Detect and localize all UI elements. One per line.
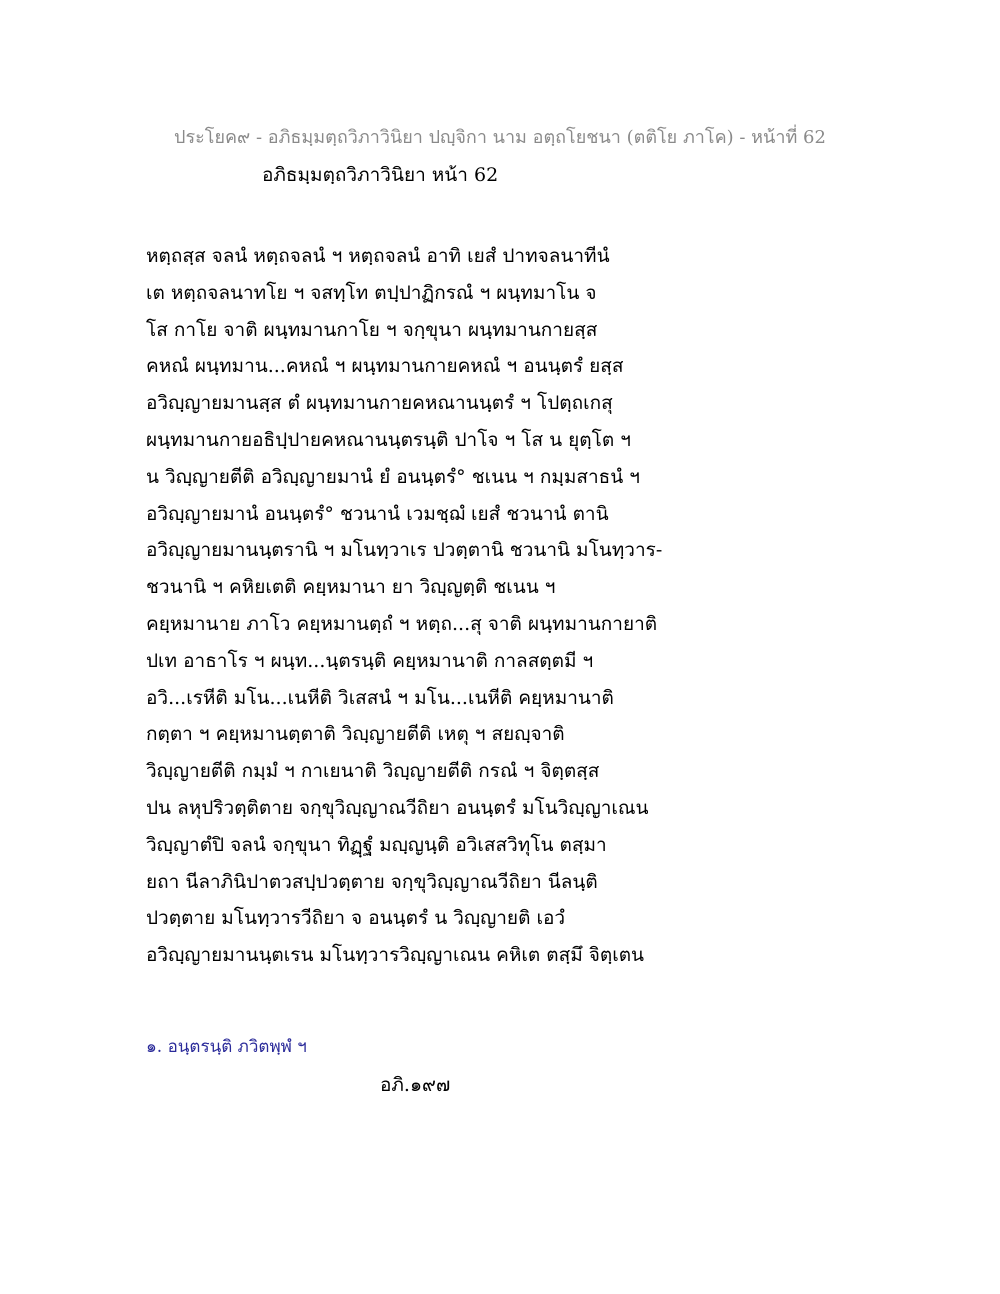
text-line: วิญฺญาตํปิ จลนํ จกฺขุนา ทิฏฺฐํ มญฺญนฺติ อวิเสสวิทุโน ตสฺมา	[146, 833, 607, 856]
text-line: ปน ลหุปริวตฺติตาย จกฺขุวิญฺญาณวีถิยา อนนฺตรํ มโนวิญฺญาเณน	[146, 796, 649, 819]
text-line: ชวนานิ ฯ คหิยเตติ คยฺหมานา ยา วิญฺญตฺติ ชเนน ฯ	[146, 576, 556, 599]
text-line: ปวตฺตาย มโนทฺวารวีถิยา จ อนนฺตรํ น วิญฺญายติ เอวํ	[146, 907, 566, 930]
text-line: อวิ...เรหีติ มโน...เนหีติ วิเสสนํ ฯ มโน...เนหีติ คยฺหมานาติ	[146, 686, 614, 709]
text-line: น วิญฺญายตีติ อวิญฺญายมานํ ยํ อนนฺตรํ° ชเนน ฯ กมฺมสาธนํ ฯ	[146, 465, 640, 488]
text-line: หตฺถสฺส จลนํ หตฺถจลนํ ฯ หตฺถจลนํ อาทิ เยสํ ปาทจลนาทีนํ	[146, 245, 610, 267]
text-line: ปเท อาธาโร ฯ ผนฺท...นฺตรนฺติ คยฺหมานาติ กาลสตฺตมี ฯ	[146, 649, 594, 672]
text-line: เต หตฺถจลนาทโย ฯ จสทฺโท ตปฺปาฏิกรณํ ฯ ผนฺทมาโน จ	[146, 281, 597, 304]
page-reference: อภิ.๑๙๗	[380, 1074, 451, 1096]
text-line: อวิญฺญายมานนฺตรานิ ฯ มโนทฺวาเร ปวตฺตานิ ชวนานิ มโนทฺวาร-	[146, 539, 663, 562]
text-line: อวิญฺญายมานํ อนนฺตรํ° ชวนานํ เวมชฺฌํ เยสํ ชวนานํ ตานิ	[146, 502, 609, 525]
text-line: คหณํ ผนฺทมาน...คหณํ ฯ ผนฺทมานกายคหณํ ฯ อนนฺตรํ ยสฺส	[146, 355, 624, 378]
body-text	[146, 238, 866, 974]
text-line: ผนฺทมานกายอธิปฺปายคหณานนฺตรนฺติ ปาโจ ฯ โส น ยุตฺโต ฯ	[146, 428, 631, 451]
footnote: ๑. อนฺตรนฺติ ภวิตพฺพํ ฯ	[146, 1037, 307, 1057]
running-header: ประโยค๙ - อภิธมฺมตฺถวิภาวินิยา ปญฺจิกา นาม อตฺถโยชนา (ตติโย ภาโค) - หน้าที่ 62	[174, 127, 826, 148]
page-heading: อภิธมฺมตฺถวิภาวินิยา หน้า 62	[262, 164, 499, 186]
text-line: กตฺตา ฯ คยฺหมานตฺตาติ วิญฺญายตีติ เหตุ ฯ สยญฺจาติ	[146, 723, 565, 746]
text-line: โส กาโย จาติ ผนฺทมานกาโย ฯ จกฺขุนา ผนฺทมานกายสฺส	[146, 318, 598, 341]
text-line: อวิญฺญายมานนฺตเรน มโนทฺวารวิญฺญาเณน คหิเต ตสฺมึ จิตฺเตน	[146, 944, 645, 967]
text-line: คยฺหมานาย ภาโว คยฺหมานตฺถํ ฯ หตฺถ...สุ จาติ ผนฺทมานกายาติ	[146, 612, 658, 635]
text-line: ยถา นีลาภินิปาตวสปฺปวตฺตาย จกฺขุวิญฺญาณวีถิยา นีลนฺติ	[146, 870, 598, 893]
text-line: วิญฺญายตีติ กมฺมํ ฯ กาเยนาติ วิญฺญายตีติ กรณํ ฯ จิตฺตสฺส	[146, 760, 600, 783]
text-line: อวิญฺญายมานสฺส ตํ ผนฺทมานกายคหณานนฺตรํ ฯ โปตฺถเกสุ	[146, 392, 613, 415]
